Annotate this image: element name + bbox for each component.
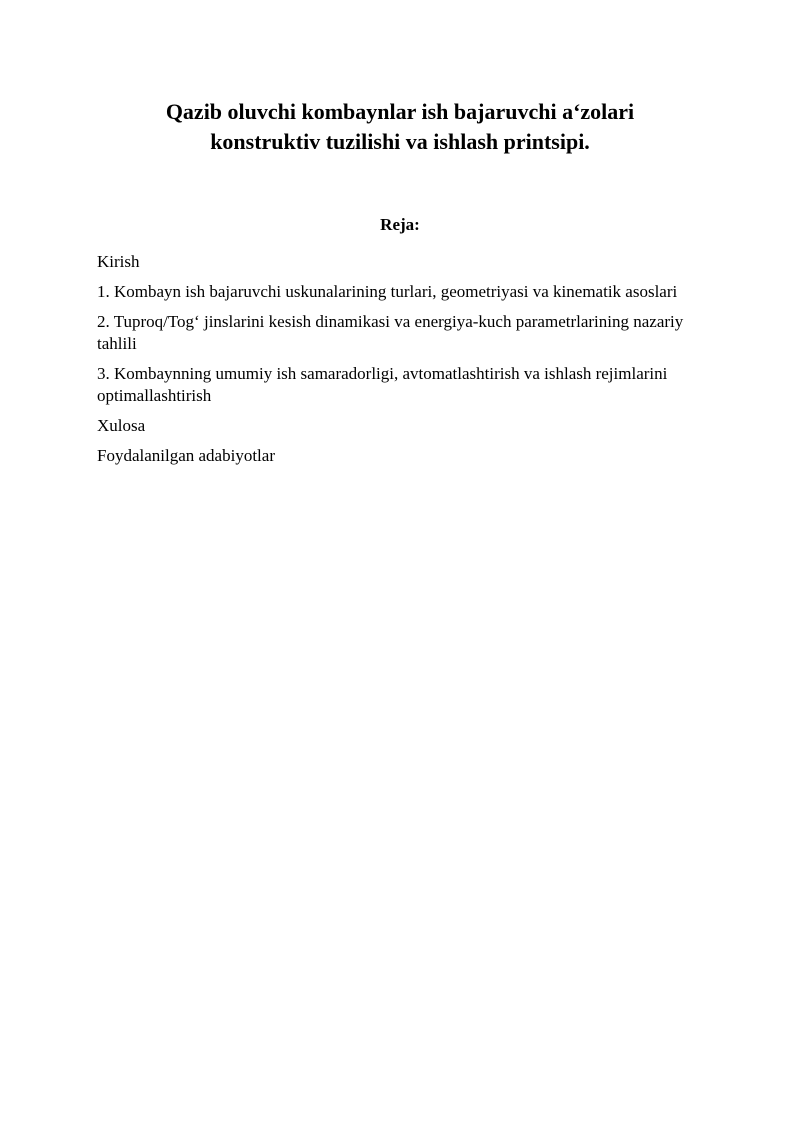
- document-title-line-1: Qazib oluvchi kombaynlar ish bajaruvchi aʻzolari: [165, 99, 635, 124]
- plan-item-3: 3. Kombaynning umumiy ish samaradorligi, avtomatlashtirish va ishlash rejimlarini optimallashtirish: [97, 364, 668, 405]
- plan-item-1: 1. Kombayn ish bajaruvchi uskunalarining turlari, geometriyasi va kinematik asoslari: [97, 282, 678, 301]
- plan-heading: Reja:: [380, 215, 420, 234]
- plan-item-2: 2. Tuproq/Togʻ jinslarini kesish dinamikasi va energiya-kuch parametrlarining nazariy tahlili: [97, 312, 684, 353]
- document-title-line-2: konstruktiv tuzilishi va ishlash printsipi.: [210, 129, 590, 154]
- document-title: [60, 97, 740, 157]
- plan-item-conclusion: Xulosa: [97, 416, 146, 435]
- plan-list: [97, 251, 707, 475]
- plan-item-references: Foydalanilgan adabiyotlar: [97, 446, 275, 465]
- plan-item-introduction: Kirish: [97, 252, 140, 271]
